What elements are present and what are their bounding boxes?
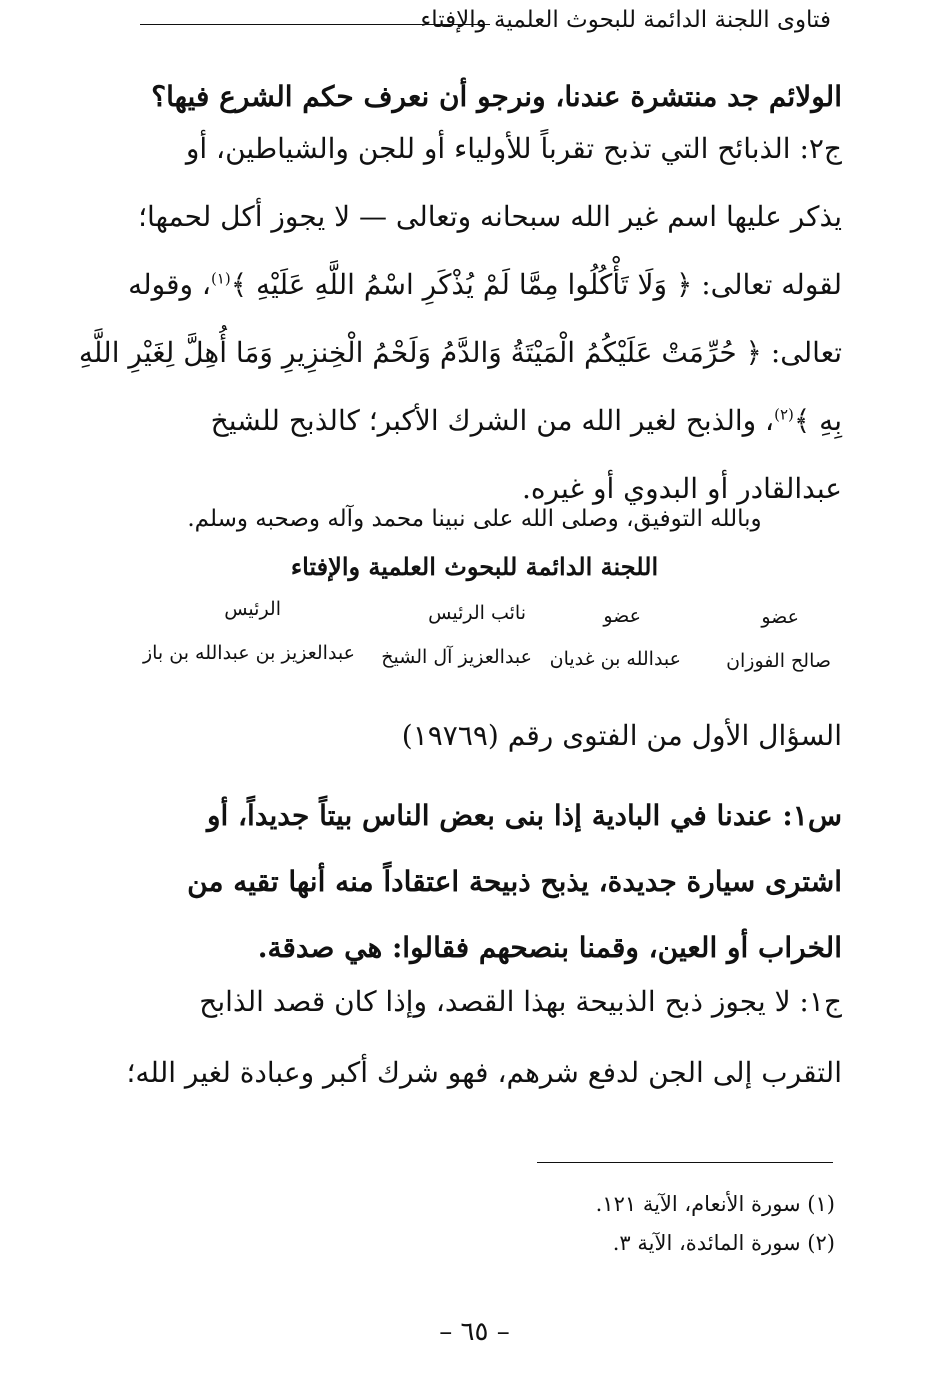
role-vice-president: نائب الرئيس: [428, 602, 526, 624]
name-bin-baz: عبدالعزيز بن عبدالله بن باز: [142, 642, 355, 664]
footnote-1: (١) سورة الأنعام، الآية ١٢١.: [595, 1192, 835, 1216]
answer-2-line-2: يذكر عليها اسم غير الله سبحانه وتعالى — لا يجوز أكل لحمها؛: [138, 200, 842, 233]
answer-2: [78, 115, 842, 523]
question-1: [130, 783, 842, 981]
footnote-marker-1: (١): [210, 269, 231, 288]
fatwa-heading: [130, 716, 842, 756]
running-header-title: فتاوى اللجنة الدائمة للبحوث العلمية والإفتاء: [420, 7, 831, 33]
fatwa-heading-text: السؤال الأول من الفتوى رقم (١٩٧٦٩): [401, 719, 842, 752]
answer-2-line-3: [130, 251, 842, 319]
closing-formula: وبالله التوفيق، وصلى الله على نبينا محمد وآله وصحبه وسلم.: [187, 506, 762, 532]
quran-quote-1: لقوله تعالى: ﴿ وَلَا تَأْكُلُوا مِمَّا لَمْ يُذْكَرِ اسْمُ اللَّهِ عَلَيْهِ ﴾: [230, 268, 842, 301]
role-member-2: عضو: [761, 606, 799, 628]
name-ghudayan: عبدالله بن غديان: [549, 648, 681, 670]
name-al-sheikh: عبدالعزيز آل الشيخ: [381, 646, 532, 668]
footnote-2: (٢) سورة المائدة، الآية ٣.: [612, 1231, 835, 1255]
question-1-line-3: الخراب أو العين، وقمنا بنصحهم فقالوا: هي صدقة.: [257, 931, 842, 964]
quran-quote-2-end: بِهِ ﴾: [793, 404, 842, 437]
footnote-marker-2: (٢): [774, 405, 794, 424]
answer-2-line-6: عبدالقادر أو البدوي أو غيره.: [521, 472, 842, 505]
answer-2-line-5-tail: ، والذبح لغير الله من الشرك الأكبر؛ كالذبح للشيخ: [210, 404, 775, 437]
role-member-1: عضو: [603, 605, 641, 627]
answer-1-line-2: التقرب إلى الجن لدفع شرهم، فهو شرك أكبر وعبادة لغير الله؛: [126, 1055, 842, 1089]
answer-2-line-3-tail: ، وقوله: [128, 268, 211, 301]
answer-2-line-4: تعالى: ﴿ حُرِّمَتْ عَلَيْكُمُ الْمَيْتَةُ وَالدَّمُ وَلَحْمُ الْخِنزِيرِ وَمَا أُهِلَّ لِغَيْرِ اللَّهِ: [78, 336, 842, 369]
committee-title: اللجنة الدائمة للبحوث العلمية والإفتاء: [290, 552, 659, 581]
page-number: – ٦٥ –: [439, 1317, 510, 1347]
question-1-line-2: اشترى سيارة جديدة، يذبح ذبيحة اعتقاداً منه أنها تقيه من: [187, 865, 842, 898]
answer-2-line-5: [130, 387, 842, 455]
role-president: الرئيس: [224, 598, 281, 620]
answer-1-line-1: ج١: لا يجوز ذبح الذبيحة بهذا القصد، وإذا كان قصد الذابح: [199, 985, 842, 1018]
header-rule: [140, 24, 490, 25]
footnote-rule: [537, 1162, 833, 1163]
answer-1: [126, 967, 842, 1108]
question-1-line-1: س١: عندنا في البادية إذا بنى بعض الناس بيتاً جديداً، أو: [206, 799, 842, 832]
question-2-tail-line: الولائم جد منتشرة عندنا، ونرجو أن نعرف حكم الشرع فيها؟: [151, 80, 842, 113]
name-al-fawzan: صالح الفوزان: [726, 650, 831, 672]
answer-2-line-1: ج٢: الذبائح التي تذبح تقرباً للأولياء أو للجن والشياطين، أو: [185, 132, 842, 165]
